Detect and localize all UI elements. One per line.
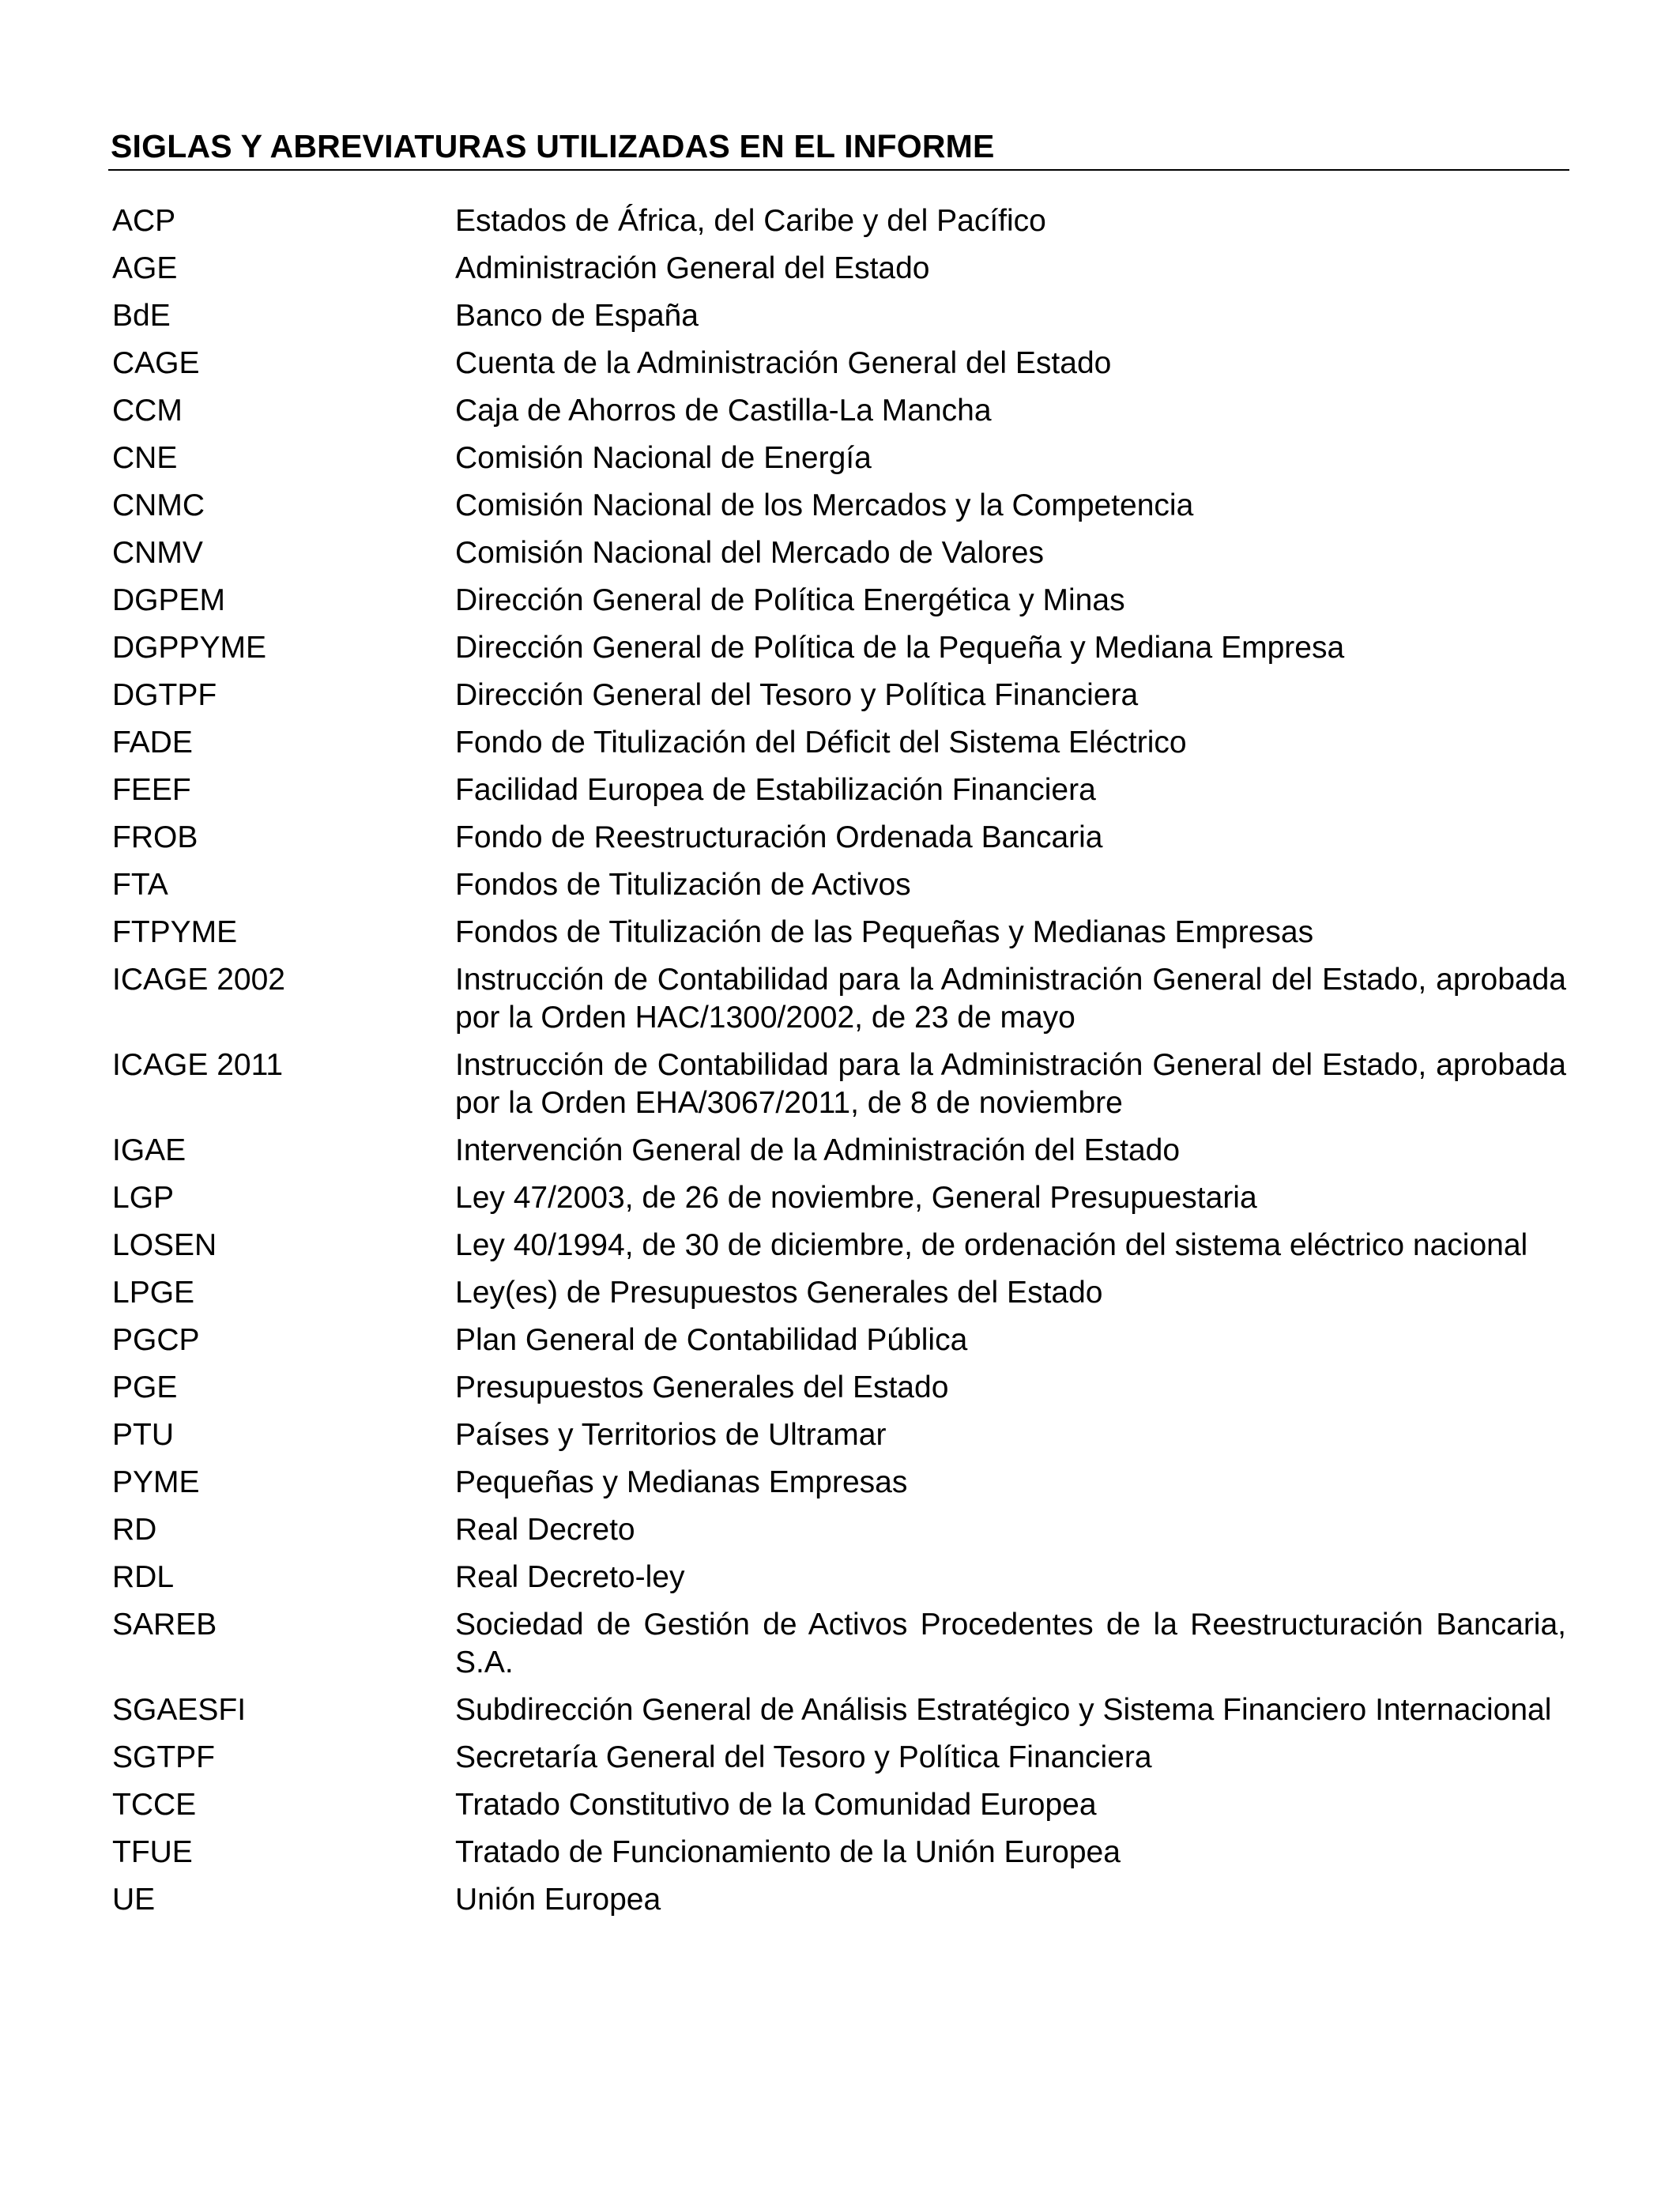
abbreviation-definition: Facilidad Europea de Estabilización Financiera	[455, 773, 1096, 807]
list-item	[112, 202, 1566, 240]
list-item	[112, 1691, 1566, 1729]
list-item	[112, 1834, 1566, 1872]
list-item	[112, 961, 1566, 1037]
list-item	[112, 392, 1566, 430]
abbreviation-definition: Comisión Nacional del Mercado de Valores	[455, 536, 1044, 570]
abbreviation-definition: Tratado Constitutivo de la Comunidad Europea	[455, 1788, 1097, 1822]
abbreviation-definition: Secretaría General del Tesoro y Política Financiera	[455, 1740, 1152, 1774]
abbreviation-term: ACP	[112, 204, 176, 238]
list-item	[112, 914, 1566, 952]
list-item	[112, 1416, 1566, 1454]
abbreviation-definition: Ley 47/2003, de 26 de noviembre, General Presupuestaria	[455, 1181, 1257, 1215]
abbreviation-definition: Comisión Nacional de los Mercados y la Competencia	[455, 488, 1194, 522]
abbreviation-definition: Real Decreto-ley	[455, 1560, 685, 1594]
abbreviation-definition: Unión Europea	[455, 1883, 661, 1917]
list-item	[112, 1046, 1566, 1122]
list-item	[112, 1511, 1566, 1549]
abbreviation-term: CNE	[112, 441, 178, 475]
list-item	[112, 1369, 1566, 1407]
abbreviation-term: UE	[112, 1883, 156, 1917]
abbreviation-definition: Fondos de Titulización de Activos	[455, 868, 911, 902]
page-title: SIGLAS Y ABREVIATURAS UTILIZADAS EN EL INFORME	[111, 128, 995, 164]
list-item	[112, 1739, 1566, 1777]
list-item	[112, 629, 1566, 667]
list-item	[112, 819, 1566, 857]
abbreviation-definition: Fondo de Titulización del Déficit del Sistema Eléctrico	[455, 726, 1187, 760]
list-item	[112, 297, 1566, 335]
abbreviation-term: IGAE	[112, 1133, 186, 1167]
abbreviation-term: CCM	[112, 394, 183, 428]
list-item	[112, 345, 1566, 383]
abbreviation-definition: Caja de Ahorros de Castilla-La Mancha	[455, 394, 992, 428]
abbreviation-definition: Tratado de Funcionamiento de la Unión Europea	[455, 1835, 1121, 1869]
abbreviation-definition: Plan General de Contabilidad Pública	[455, 1323, 968, 1357]
abbreviation-definition: Dirección General de Política Energética y Minas	[455, 583, 1125, 617]
abbreviation-definition: Dirección General de Política de la Pequeña y Mediana Empresa	[455, 631, 1345, 665]
abbreviation-term: TCCE	[112, 1788, 197, 1822]
abbreviation-term: LPGE	[112, 1276, 195, 1310]
abbreviation-definition: Intervención General de la Administración del Estado	[455, 1133, 1181, 1167]
abbreviation-term: PTU	[112, 1418, 174, 1452]
abbreviation-term: FTA	[112, 868, 168, 902]
abbreviation-definition: Comisión Nacional de Energía	[455, 441, 872, 475]
abbreviation-definition: Sociedad de Gestión de Activos Procedentes de la Reestructuración Bancaria, S.A.	[455, 1608, 1566, 1679]
list-item	[112, 534, 1566, 572]
list-item	[112, 1786, 1566, 1824]
abbreviation-term: BdE	[112, 299, 171, 333]
list-item	[112, 771, 1566, 809]
abbreviation-term: ICAGE 2011	[112, 1048, 284, 1082]
list-item	[112, 1464, 1566, 1502]
abbreviation-term: LGP	[112, 1181, 175, 1215]
abbreviation-definition: Países y Territorios de Ultramar	[455, 1418, 887, 1452]
list-item	[112, 1559, 1566, 1596]
abbreviation-term: CNMV	[112, 536, 203, 570]
list-item	[112, 1227, 1566, 1265]
list-item	[112, 1179, 1566, 1217]
abbreviation-term: CNMC	[112, 488, 205, 522]
list-item	[112, 677, 1566, 714]
abbreviation-term: FEEF	[112, 773, 191, 807]
list-item	[112, 1132, 1566, 1170]
abbreviation-definition: Instrucción de Contabilidad para la Administración General del Estado, aprobada por la Orden EHA/3067/2011, de 8 de noviembre	[455, 1048, 1566, 1120]
list-item	[112, 582, 1566, 620]
list-item	[112, 250, 1566, 288]
abbreviation-definition: Real Decreto	[455, 1513, 635, 1547]
abbreviation-definition: Fondo de Reestructuración Ordenada Bancaria	[455, 820, 1103, 854]
abbreviation-term: AGE	[112, 251, 178, 285]
list-item	[112, 439, 1566, 477]
list-item	[112, 866, 1566, 904]
abbreviation-term: CAGE	[112, 346, 200, 380]
abbreviation-term: DGPEM	[112, 583, 226, 617]
list-item	[112, 1321, 1566, 1359]
title-underline	[108, 169, 1569, 171]
abbreviation-definition: Ley(es) de Presupuestos Generales del Estado	[455, 1276, 1103, 1310]
abbreviation-term: TFUE	[112, 1835, 193, 1869]
abbreviation-list	[112, 202, 1566, 1928]
abbreviation-definition: Administración General del Estado	[455, 251, 930, 285]
abbreviation-term: PYME	[112, 1465, 200, 1499]
abbreviation-definition: Pequeñas y Medianas Empresas	[455, 1465, 908, 1499]
abbreviation-definition: Ley 40/1994, de 30 de diciembre, de ordenación del sistema eléctrico nacional	[455, 1228, 1528, 1262]
abbreviation-term: SAREB	[112, 1608, 217, 1642]
abbreviation-term: LOSEN	[112, 1228, 217, 1262]
abbreviation-term: RDL	[112, 1560, 175, 1594]
abbreviation-definition: Estados de África, del Caribe y del Pacífico	[455, 204, 1046, 238]
list-item	[112, 487, 1566, 525]
abbreviation-term: FADE	[112, 726, 193, 760]
abbreviation-term: PGCP	[112, 1323, 200, 1357]
abbreviation-definition: Banco de España	[455, 299, 699, 333]
abbreviation-definition: Cuenta de la Administración General del Estado	[455, 346, 1112, 380]
list-item	[112, 1274, 1566, 1312]
list-item	[112, 724, 1566, 762]
abbreviation-term: FROB	[112, 820, 198, 854]
abbreviation-term: PGE	[112, 1370, 178, 1404]
abbreviation-term: DGPPYME	[112, 631, 267, 665]
abbreviation-term: RD	[112, 1513, 157, 1547]
abbreviation-term: DGTPF	[112, 678, 217, 712]
abbreviation-term: SGAESFI	[112, 1693, 247, 1727]
abbreviation-definition: Fondos de Titulización de las Pequeñas y Medianas Empresas	[455, 915, 1314, 949]
list-item	[112, 1881, 1566, 1919]
abbreviation-definition: Subdirección General de Análisis Estratégico y Sistema Financiero Internacional	[455, 1693, 1552, 1727]
abbreviation-definition: Dirección General del Tesoro y Política Financiera	[455, 678, 1139, 712]
abbreviation-term: FTPYME	[112, 915, 238, 949]
abbreviation-term: SGTPF	[112, 1740, 216, 1774]
abbreviation-definition: Instrucción de Contabilidad para la Administración General del Estado, aprobada por la Orden HAC/1300/2002, de 23 de mayo	[455, 963, 1566, 1035]
list-item	[112, 1606, 1566, 1682]
abbreviation-definition: Presupuestos Generales del Estado	[455, 1370, 949, 1404]
abbreviation-term: ICAGE 2002	[112, 963, 285, 997]
